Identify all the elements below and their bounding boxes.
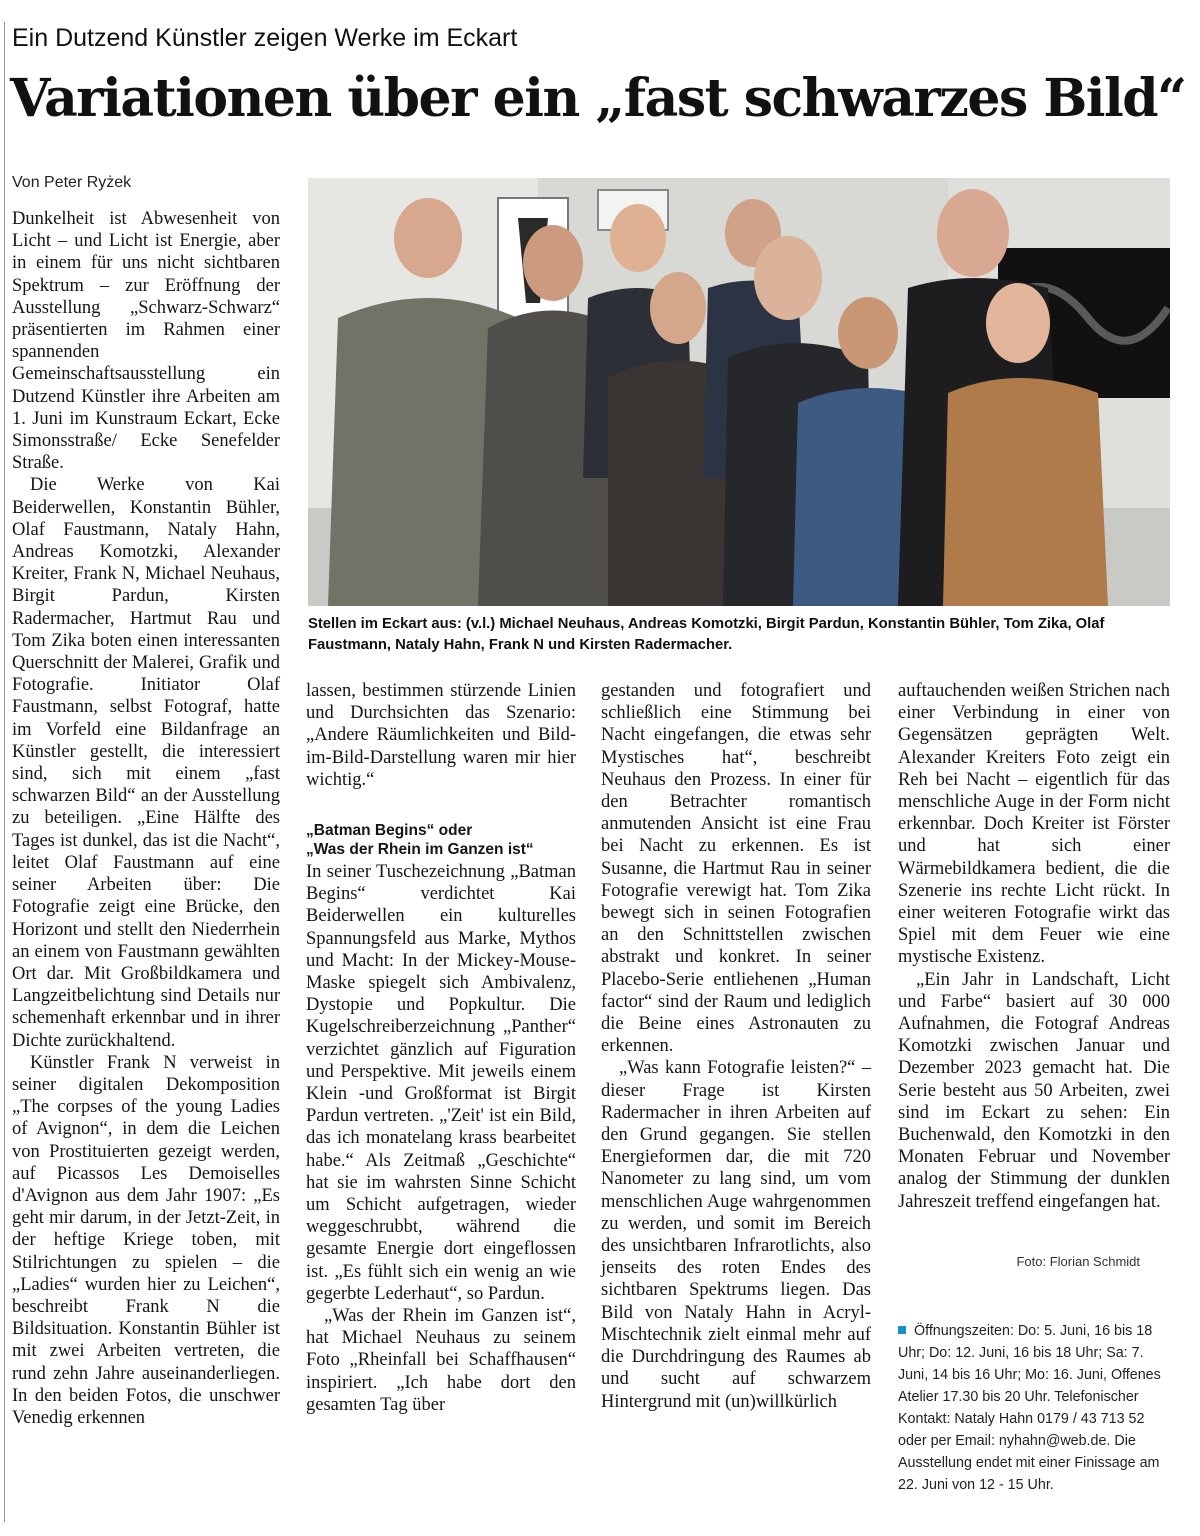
caption-text: Stellen im Eckart aus: (v.l.) Michael Neuhaus, Andreas Komotzki, Birgit Pardun, Konstantin Bühler, Tom Zika, Olaf Faustmann, Nataly Hahn, Frank N und Kirsten Radermacher. [308, 616, 1105, 653]
paragraph: „Was der Rhein im Ganzen ist“, hat Michael Neuhaus zu seinem Foto „Rheinfall bei Schaffhausen“ inspiriert. „Ich habe dort den gesamten Tag über [306, 1306, 576, 1415]
paragraph: Die Werke von Kai Beiderwellen, Konstantin Bühler, Olaf Faustmann, Nataly Hahn, Andreas Komotzki, Alexander Kreiter, Frank N, Michael Neuhaus, Birgit Pardun, Kirsten Radermacher, Hartmut Rau und Tom Zika boten einen interessanten Querschnitt der Malerei, Grafik und Fotografie. Initiator Olaf Faustmann, selbst Fotograf, hatte im Vorfeld eine Bildanfrage an Künstler gestellt, die interessiert sind, sich mit einem „fast schwarzen Bild“ an der Ausstellung zu beteiligen. „Eine Hälfte des Tages ist dunkel, das ist die Nacht“, leitet Olaf Faustmann auf eine seiner Arbeiten über: Die Fotografie zeigt eine Brücke, den Horizont und stellt den Niederrhein an einem von Faustmann gewählten Ort dar. Mit Großbildkamera und Langzeitbelichtung sind Details nur schemenhaft erkennbar und in ihrer Dichte zurückhaltend. [12, 475, 280, 1051]
article-column-3 [601, 680, 871, 1413]
article-column-1 [12, 208, 280, 1429]
paragraph: „Ein Jahr in Landschaft, Licht und Farbe“ basiert auf 30 000 Aufnahmen, die Fotograf Andreas Komotzki zwischen Januar und Dezember 2023 gemacht hat. Die Serie besteht aus 50 Arbeiten, zwei sind im Eckart zu sehen: Ein Buchenwald, den Komotzki in den Monaten Februar und November analog der Stimmung der dunklen Jahreszeit treffend eingefangen hat. [898, 969, 1170, 1212]
headline: Variationen über ein „fast schwarzes Bild“ [10, 68, 1186, 129]
info-box [898, 1320, 1170, 1496]
paragraph: In seiner Tuschezeichnung „Batman Begins“ verdichtet Kai Beiderwellen ein kulturelles Spannungsfeld aus Marke, Mythos und Macht: In der Mickey-Mouse-Maske spiegelt sich Ambivalenz, Dystopie und Popkultur. Die Kugelschreiberzeichnung „Panther“ verzichtet gänzlich auf Figuration und Perspektive. Mit jeweils einem Klein -und Großformat ist Birgit Pardun vertreten. „'Zeit' ist ein Bild, das ich monatelang krass bearbeitet habe.“ Als Zeitmaß „Geschichte“ hat sie im wahrsten Sinne Schicht um Schicht aufgetragen, wieder weggeschrubbt, während die gesamte Energie dort eingeflossen ist. „Es fühlt sich ein wenig an wie gegerbte Lederhaut“, so Pardun. [306, 862, 576, 1304]
opening-hours-text: Öffnungszeiten: Do: 5. Juni, 16 bis 18 Uhr; Do: 12. Juni, 16 bis 18 Uhr; Sa: 7. Juni, 14 bis 16 Uhr; Mo: 16. Juni, Offenes Atelier 17.30 bis 20 Uhr. Telefonischer Kontakt: Nataly Hahn 0179 / 43 713 52 oder per Email: nyhahn@web.de. [898, 1323, 1161, 1449]
byline: Von Peter Ryżek [12, 174, 132, 191]
left-rule [4, 22, 5, 1522]
paragraph: Dunkelheit ist Abwesenheit von Licht – und Licht ist Energie, aber in einem für uns nicht sichtbaren Spektrum – zur Eröffnung der Ausstellung „Schwarz-Schwarz“ präsentierten im Rahmen einer spannenden Gemeinschaftsausstellung ein Dutzend Künstler ihre Arbeiten am 1. Juni im Kunstraum Eckart, Ecke Simonsstraße/ Ecke Senefelder Straße. [12, 209, 280, 474]
finissage-text: Die Ausstellung endet mit einer Finissage am 22. Juni von 12 - 15 Uhr. [898, 1433, 1160, 1493]
article-column-4 [898, 680, 1170, 1213]
bullet-square-icon [898, 1326, 906, 1334]
article-column-2 [306, 680, 576, 1416]
kicker: Ein Dutzend Künstler zeigen Werke im Eckart [12, 24, 518, 52]
photo-credit: Foto: Florian Schmidt [1016, 1254, 1140, 1269]
subheading-line-1: „Batman Begins“ oder [306, 822, 473, 840]
paragraph: „Was kann Fotografie leisten?“ – dieser Frage ist Kirsten Radermacher in ihren Arbeiten auf den Grund gegangen. Sie stellen Energieformen dar, die mit 720 Nanometer zu lang sind, um vom menschlichen Auge wahrgenommen zu werden, und somit im Bereich des unsichtbaren Infrarotlichts, also jenseits des roten Endes des sichtbaren Spektrums liegen. Das Bild von Nataly Hahn in Acryl-Mischtechnik zielt einmal mehr auf die Durchdringung des Raumes ab und sucht auf schwarzem Hintergrund mit (un)willkürlich [601, 1058, 871, 1412]
paragraph: lassen, bestimmen stürzende Linien und Durchsichten das Szenario: „Andere Räumlichkeiten und Bild-im-Bild-Darstellung waren mir hier wichtig.“ [306, 681, 576, 790]
subheading-line-2: „Was der Rhein im Ganzen ist“ [306, 841, 534, 859]
subheading [306, 821, 576, 859]
paragraph: auftauchenden weißen Strichen nach einer Verbindung in einer von Gegensätzen geprägten Welt. Alexander Kreiters Foto zeigt ein Reh bei Nacht – eigentlich für das menschliche Auge in der Form nicht erkennbar. Doch Kreiter ist Förster und hat sich einer Wärmebildkamera bedient, die die Szenerie ins rechte Licht rückt. In einer weiteren Fotografie wirkt das Spiel mit dem Feuer wie eine mystische Existenz. [898, 681, 1170, 968]
paragraph: gestanden und fotografiert und schließlich eine Stimmung bei Nacht eingefangen, die etwas sehr Mystisches hat“, beschreibt Neuhaus den Prozess. In einer für den Betrachter romantisch anmutenden Ansicht ist eine Frau bei Nacht zu erkennen. Es ist Susanne, die Hartmut Rau in seiner Fotografie verewigt hat. Tom Zika bewegt sich in seinen Fotografien an den Schnittstellen zwischen abstrakt und konkret. In seiner Placebo-Serie entliehenen „Human factor“ sind der Raum und lediglich die Beine eines Astronauten zu erkennen. [601, 681, 871, 1057]
group-photo-illustration [308, 178, 1170, 606]
paragraph: Künstler Frank N verweist in seiner digitalen Dekomposition „The corpses of the young Ladies of Avignon“, in dem die Leichen von Prostituierten gezeigt werden, auf Picassos Les Demoiselles d'Avignon aus dem Jahr 1907: „Es geht mir darum, in der Jetzt-Zeit, in der heftige Kriege toben, mit Stilrichtungen zu spielen – die „Ladies“ wurden hier zu Leichen“, beschreibt Frank N die Bildsituation. Konstantin Bühler ist mit zwei Arbeiten vertreten, die rund zehn Jahre auseinanderliegen. In den beiden Fotos, die unschwer Venedig erkennen [12, 1052, 280, 1428]
group-photo [308, 178, 1170, 606]
